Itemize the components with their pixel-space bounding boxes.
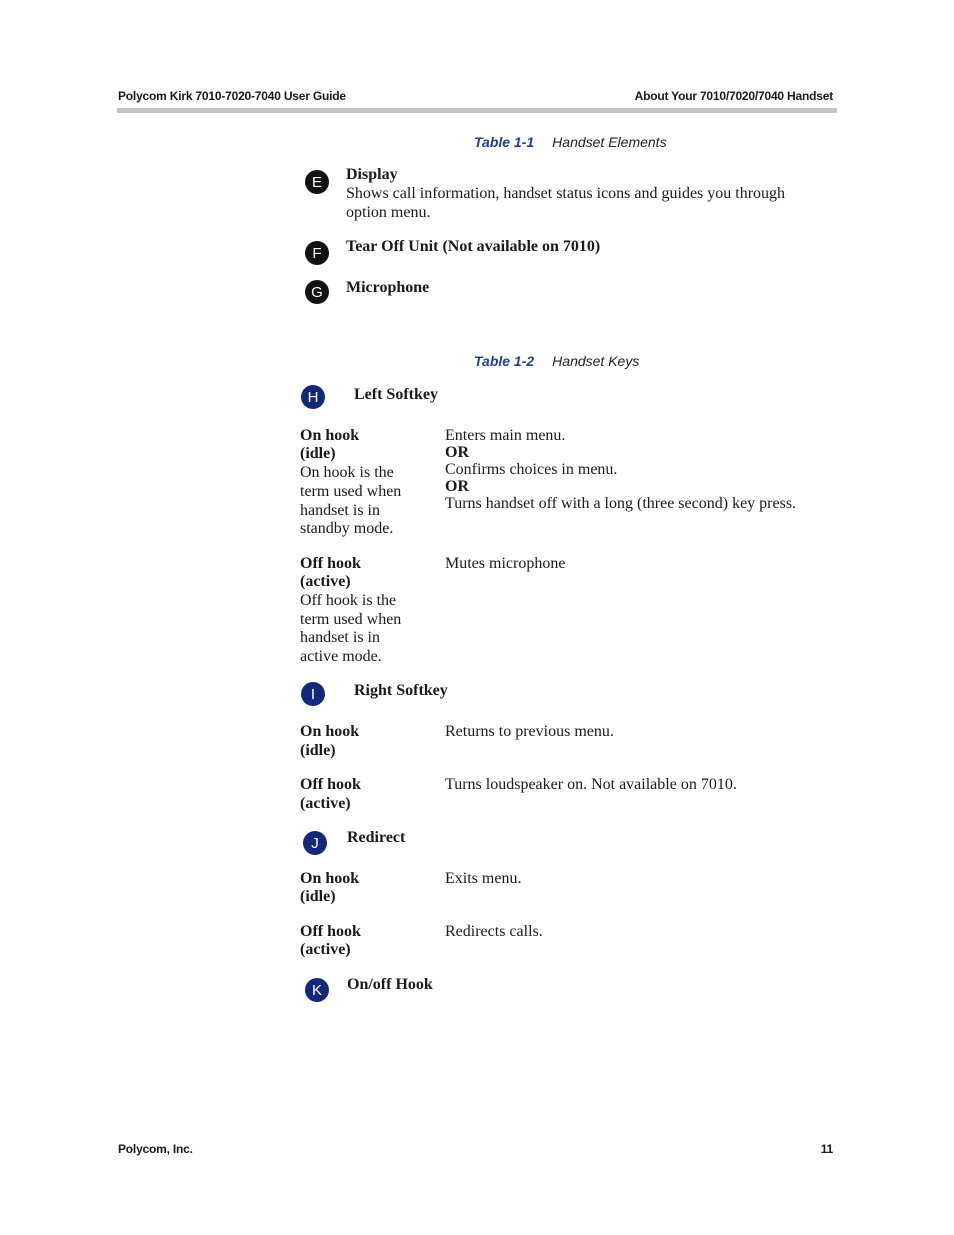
callout-badge-g: G	[305, 280, 329, 304]
key-desc-line: Enters main menu.	[445, 427, 566, 444]
key-desc-line: Exits menu.	[445, 870, 522, 887]
state-label-active: (active)	[300, 941, 351, 958]
table-1-1-caption	[474, 134, 667, 150]
key-desc-line: Returns to previous menu.	[445, 723, 614, 740]
key-desc-line: Turns handset off with a long (three second) key press.	[445, 495, 797, 512]
callout-badge-f: F	[305, 241, 329, 265]
element-desc-display-1: Shows call information, handset status icons and guides you through	[346, 185, 786, 202]
state-note-line: active mode.	[300, 648, 382, 665]
state-label-on-hook: On hook	[300, 427, 360, 444]
key-desc-line: Confirms choices in menu.	[445, 461, 618, 478]
running-header-section: About Your 7010/7020/7040 Handset	[634, 89, 833, 103]
key-desc-line: Mutes microphone	[445, 555, 566, 572]
state-note-line: standby mode.	[300, 520, 394, 537]
header-rule	[117, 108, 837, 113]
callout-badge-e: E	[305, 170, 329, 194]
key-title-redirect: Redirect	[347, 829, 406, 846]
state-label-active: (active)	[300, 573, 351, 590]
caption-number: Table 1-2	[474, 353, 535, 369]
callout-badge-j: J	[303, 831, 327, 855]
page-number: 11	[820, 1142, 833, 1156]
callout-badge-k: K	[305, 978, 329, 1002]
key-desc-or: OR	[445, 478, 469, 495]
state-label-idle: (idle)	[300, 445, 336, 462]
key-desc-line: Redirects calls.	[445, 923, 543, 940]
state-label-on-hook: On hook	[300, 870, 360, 887]
key-desc-line: Turns loudspeaker on. Not available on 7010.	[445, 776, 737, 793]
state-label-active: (active)	[300, 795, 351, 812]
state-note-line: handset is in	[300, 629, 380, 646]
state-label-off-hook: Off hook	[300, 923, 361, 940]
state-note-line: term used when	[300, 611, 402, 628]
caption-number: Table 1-1	[474, 134, 535, 150]
state-label-idle: (idle)	[300, 742, 336, 759]
state-label-off-hook: Off hook	[300, 776, 361, 793]
state-note-line: On hook is the	[300, 464, 394, 481]
state-note-line: Off hook is the	[300, 592, 397, 609]
element-title-display: Display	[346, 166, 398, 183]
key-desc-or: OR	[445, 444, 469, 461]
state-label-on-hook: On hook	[300, 723, 360, 740]
callout-badge-i: I	[301, 682, 325, 706]
table-1-2-caption	[474, 353, 639, 369]
caption-title: Handset Keys	[552, 353, 640, 369]
element-desc-display-2: option menu.	[346, 204, 431, 221]
caption-title: Handset Elements	[552, 134, 667, 150]
element-title-microphone: Microphone	[346, 279, 430, 296]
key-title-onoff-hook: On/off Hook	[347, 976, 433, 993]
state-note-line: handset is in	[300, 502, 380, 519]
callout-badge-h: H	[301, 385, 325, 409]
state-label-off-hook: Off hook	[300, 555, 361, 572]
key-title-left-softkey: Left Softkey	[354, 386, 438, 403]
element-title-tear-off: Tear Off Unit (Not available on 7010)	[346, 238, 601, 255]
state-label-idle: (idle)	[300, 888, 336, 905]
state-note-line: term used when	[300, 483, 402, 500]
key-title-right-softkey: Right Softkey	[354, 682, 448, 699]
footer-company: Polycom, Inc.	[118, 1142, 193, 1156]
running-header-title: Polycom Kirk 7010-7020-7040 User Guide	[118, 89, 346, 103]
